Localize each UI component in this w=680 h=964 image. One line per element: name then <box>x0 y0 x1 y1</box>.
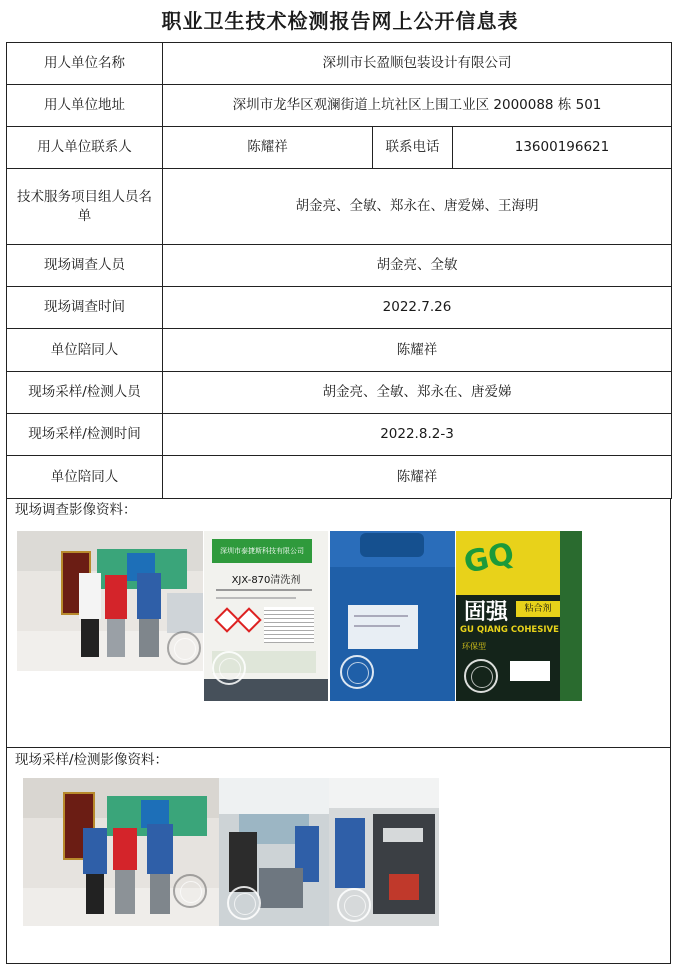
survey-media-section <box>6 498 671 748</box>
row-survey-time <box>7 287 672 329</box>
sampling-photo-machine <box>329 778 439 926</box>
row-escort-2 <box>7 456 672 499</box>
sampling-photo-office <box>23 778 219 926</box>
sampling-staff-label: 现场采样/检测人员 <box>7 372 163 414</box>
row-company-name <box>7 43 672 85</box>
escort-1-label: 单位陪同人 <box>7 329 163 372</box>
row-survey-staff <box>7 245 672 287</box>
hazard-diamond-icon <box>236 607 261 632</box>
person-vest <box>137 573 161 619</box>
can-subtitle: 环保型 <box>462 642 486 651</box>
info-table <box>6 42 672 499</box>
survey-staff-value: 胡金亮、全敏 <box>163 245 672 287</box>
row-company-address <box>7 85 672 127</box>
person-vest <box>147 824 173 874</box>
row-contact <box>7 127 672 169</box>
sampling-photo-workshop <box>219 778 329 926</box>
survey-photo-can <box>456 531 582 701</box>
survey-time-label: 现场调查时间 <box>7 287 163 329</box>
photo-watermark-stamp <box>167 631 201 665</box>
company-address-label: 用人单位地址 <box>7 85 163 127</box>
person-vest <box>335 818 365 888</box>
survey-time-value: 2022.7.26 <box>163 287 672 329</box>
bottle-company-label: 深圳市泰捷斯科技有限公司 <box>212 539 312 563</box>
survey-photo-drum <box>330 531 455 701</box>
phone-label: 联系电话 <box>373 127 453 169</box>
company-name-value: 深圳市长盈顺包装设计有限公司 <box>163 43 672 85</box>
survey-media-label: 现场调查影像资料： <box>15 502 137 518</box>
drum-label <box>348 605 418 649</box>
survey-staff-label: 现场调查人员 <box>7 245 163 287</box>
row-sampling-time <box>7 414 672 456</box>
row-sampling-staff <box>7 372 672 414</box>
company-name-label: 用人单位名称 <box>7 43 163 85</box>
can-brand-letters: GQ <box>460 536 518 581</box>
worker-dark-shirt <box>229 832 257 892</box>
phone-value: 13600196621 <box>453 127 672 169</box>
escort-2-label: 单位陪同人 <box>7 456 163 499</box>
contact-label: 用人单位联系人 <box>7 127 163 169</box>
photo-watermark-stamp <box>212 651 246 685</box>
company-address-value: 深圳市龙华区观澜街道上坑社区上围工业区 2000088 栋 501 <box>163 85 672 127</box>
can-brand: 固强 <box>464 600 509 625</box>
survey-photo-office <box>17 531 203 671</box>
person-vest <box>83 828 107 874</box>
row-escort-1 <box>7 329 672 372</box>
person-red-shirt <box>113 828 137 870</box>
row-team <box>7 169 672 245</box>
can-product: 粘合剂 <box>516 601 560 617</box>
team-label: 技术服务项目组人员名单 <box>7 169 163 245</box>
team-value: 胡金亮、全敏、郑永在、唐爱娣、王海明 <box>163 169 672 245</box>
escort-1-value: 陈耀祥 <box>163 329 672 372</box>
photo-watermark-stamp <box>337 888 371 922</box>
photo-watermark-stamp <box>227 886 261 920</box>
page-title: 职业卫生技术检测报告网上公开信息表 <box>161 9 519 33</box>
escort-2-value: 陈耀祥 <box>163 456 672 499</box>
contact-value: 陈耀祥 <box>163 127 373 169</box>
photo-watermark-stamp <box>464 659 498 693</box>
sampling-time-label: 现场采样/检测时间 <box>7 414 163 456</box>
person-white-shirt <box>79 573 101 619</box>
person-red-shirt <box>105 575 127 619</box>
bottle-product-label: XJX-870清洗剂 <box>231 575 301 586</box>
sampling-media-label: 现场采样/检测影像资料： <box>15 752 169 768</box>
can-pinyin: GU QIANG COHESIVE <box>460 625 559 635</box>
sampling-staff-value: 胡金亮、全敏、郑永在、唐爱娣 <box>163 372 672 414</box>
sampling-media-section <box>6 748 671 964</box>
photo-watermark-stamp <box>173 874 207 908</box>
sampling-time-value: 2022.8.2-3 <box>163 414 672 456</box>
photo-watermark-stamp <box>340 655 374 689</box>
survey-photo-bottle <box>204 531 328 701</box>
